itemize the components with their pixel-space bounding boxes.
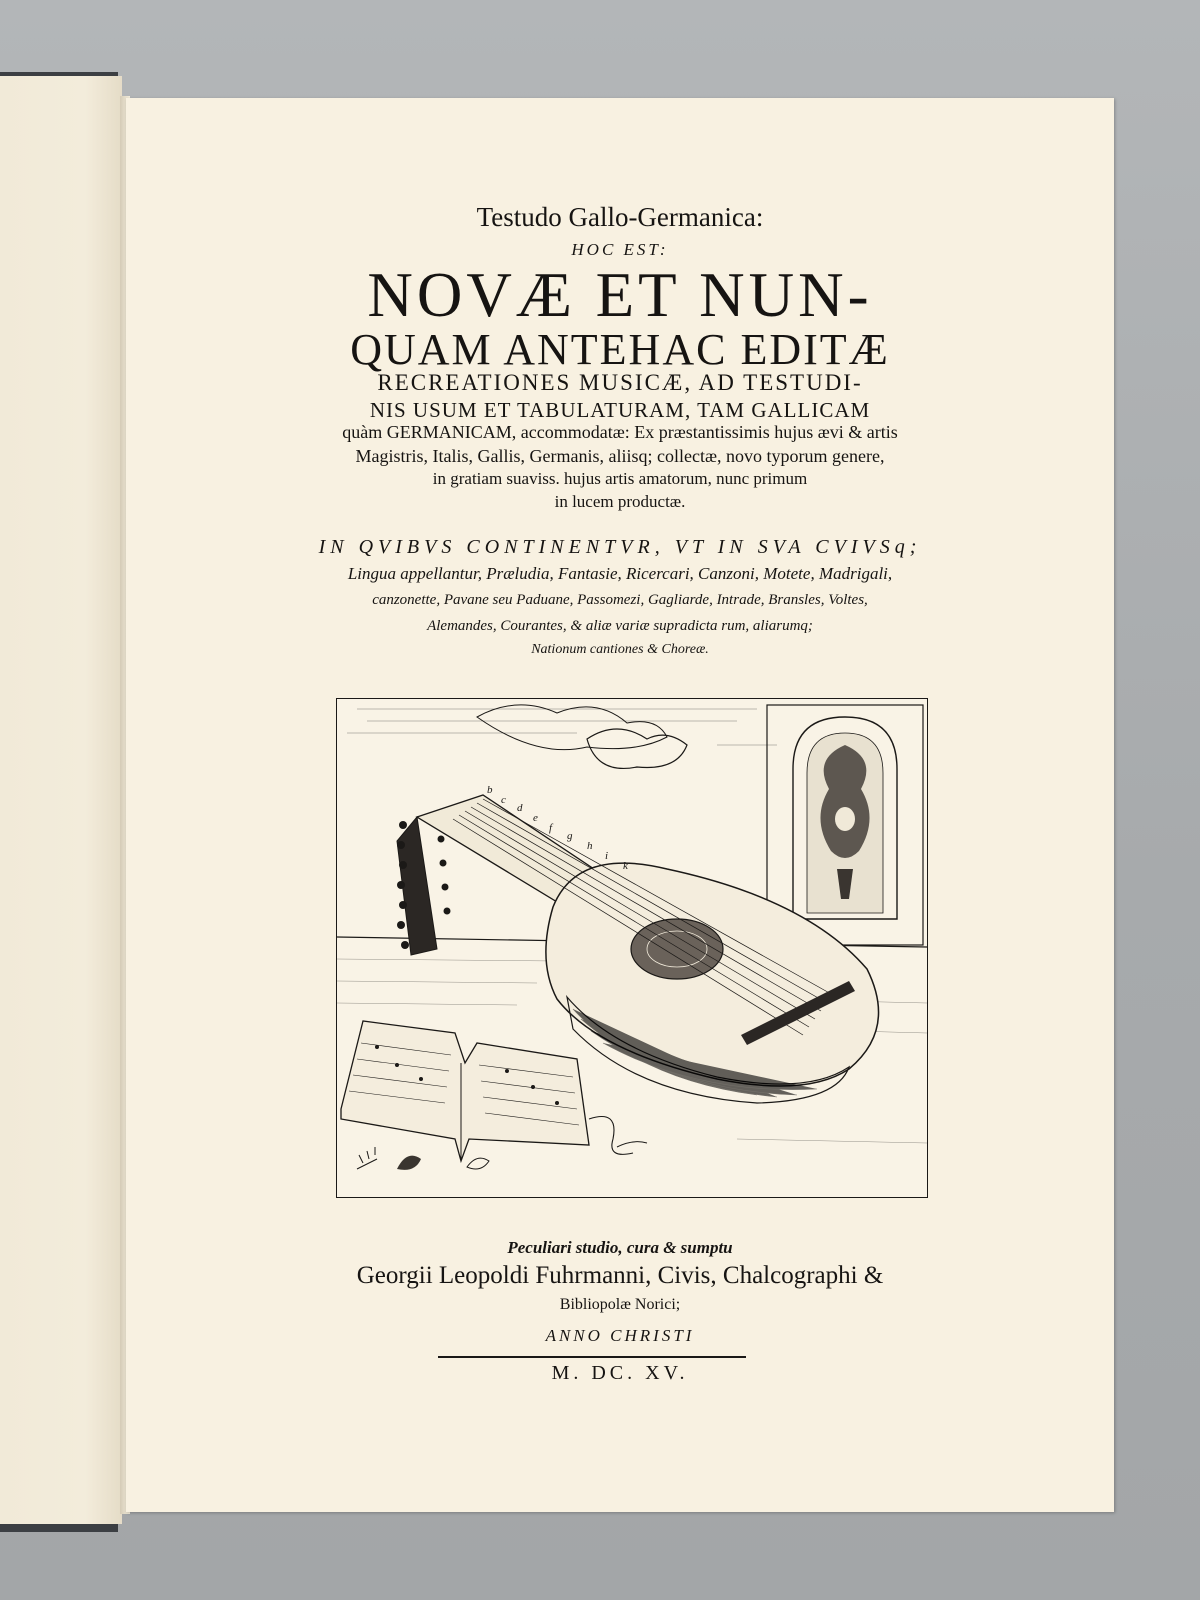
svg-text:h: h bbox=[587, 840, 593, 852]
svg-text:f: f bbox=[549, 822, 553, 834]
year: M. DC. XV. bbox=[551, 1362, 689, 1384]
contents-heading: IN QVIBVS CONTINENTVR, VT IN SVA CVIVSq; bbox=[318, 536, 922, 558]
main-title-line2: QUAM ANTEHAC EDITÆ bbox=[350, 325, 890, 374]
heading: Testudo Gallo-Germanica: bbox=[476, 202, 764, 232]
svg-text:e: e bbox=[533, 812, 538, 824]
description-line4: in lucem productæ. bbox=[554, 492, 686, 511]
imprint-line2: Georgii Leopoldi Fuhrmanni, Civis, Chalcographi & bbox=[356, 1262, 884, 1289]
description-line1: quàm GERMANICAM, accommodatæ: Ex præstantissimis hujus ævi & artis bbox=[342, 422, 898, 442]
svg-text:g: g bbox=[567, 830, 573, 842]
subtitle-line2: NIS USUM ET TABULATURAM, TAM GALLICAM bbox=[369, 398, 871, 422]
imprint-line1: Peculiari studio, cura & sumptu bbox=[507, 1238, 733, 1257]
left-page bbox=[0, 76, 122, 1524]
contents-line4: Nationum cantiones & Choreæ. bbox=[531, 642, 709, 657]
contents-line3: Alemandes, Courantes, & aliæ variæ supradicta rum, aliarumq; bbox=[427, 618, 813, 634]
svg-text:k: k bbox=[623, 860, 628, 872]
lute-engraving-icon bbox=[337, 699, 927, 1197]
divider-rule bbox=[438, 1356, 746, 1358]
svg-text:c: c bbox=[501, 794, 506, 806]
subtitle-line1: RECREATIONES MUSICÆ, AD TESTUDI- bbox=[377, 370, 863, 395]
title-page bbox=[126, 98, 1114, 1512]
hoc-est: HOC EST: bbox=[571, 240, 669, 259]
svg-text:d: d bbox=[517, 802, 523, 814]
anno-christi: ANNO CHRISTI bbox=[545, 1326, 695, 1345]
imprint-line3: Bibliopolæ Norici; bbox=[559, 1296, 681, 1313]
svg-text:i: i bbox=[605, 850, 609, 862]
main-title-line1: NOVÆ ET NUN- bbox=[367, 260, 873, 330]
contents-line1: Lingua appellantur, Præludia, Fantasie, Ricercari, Canzoni, Motete, Madrigali, bbox=[347, 564, 893, 583]
description-line3: in gratiam suaviss. hujus artis amatorum, nunc primum bbox=[432, 469, 808, 488]
svg-text:b: b bbox=[487, 784, 493, 796]
description-line2: Magistris, Italis, Gallis, Germanis, aliisq; collectæ, novo typorum genere, bbox=[355, 446, 885, 466]
lute-engraving bbox=[336, 698, 928, 1198]
contents-line2: canzonette, Pavane seu Paduane, Passomezi, Gagliarde, Intrade, Bransles, Voltes, bbox=[372, 592, 868, 608]
